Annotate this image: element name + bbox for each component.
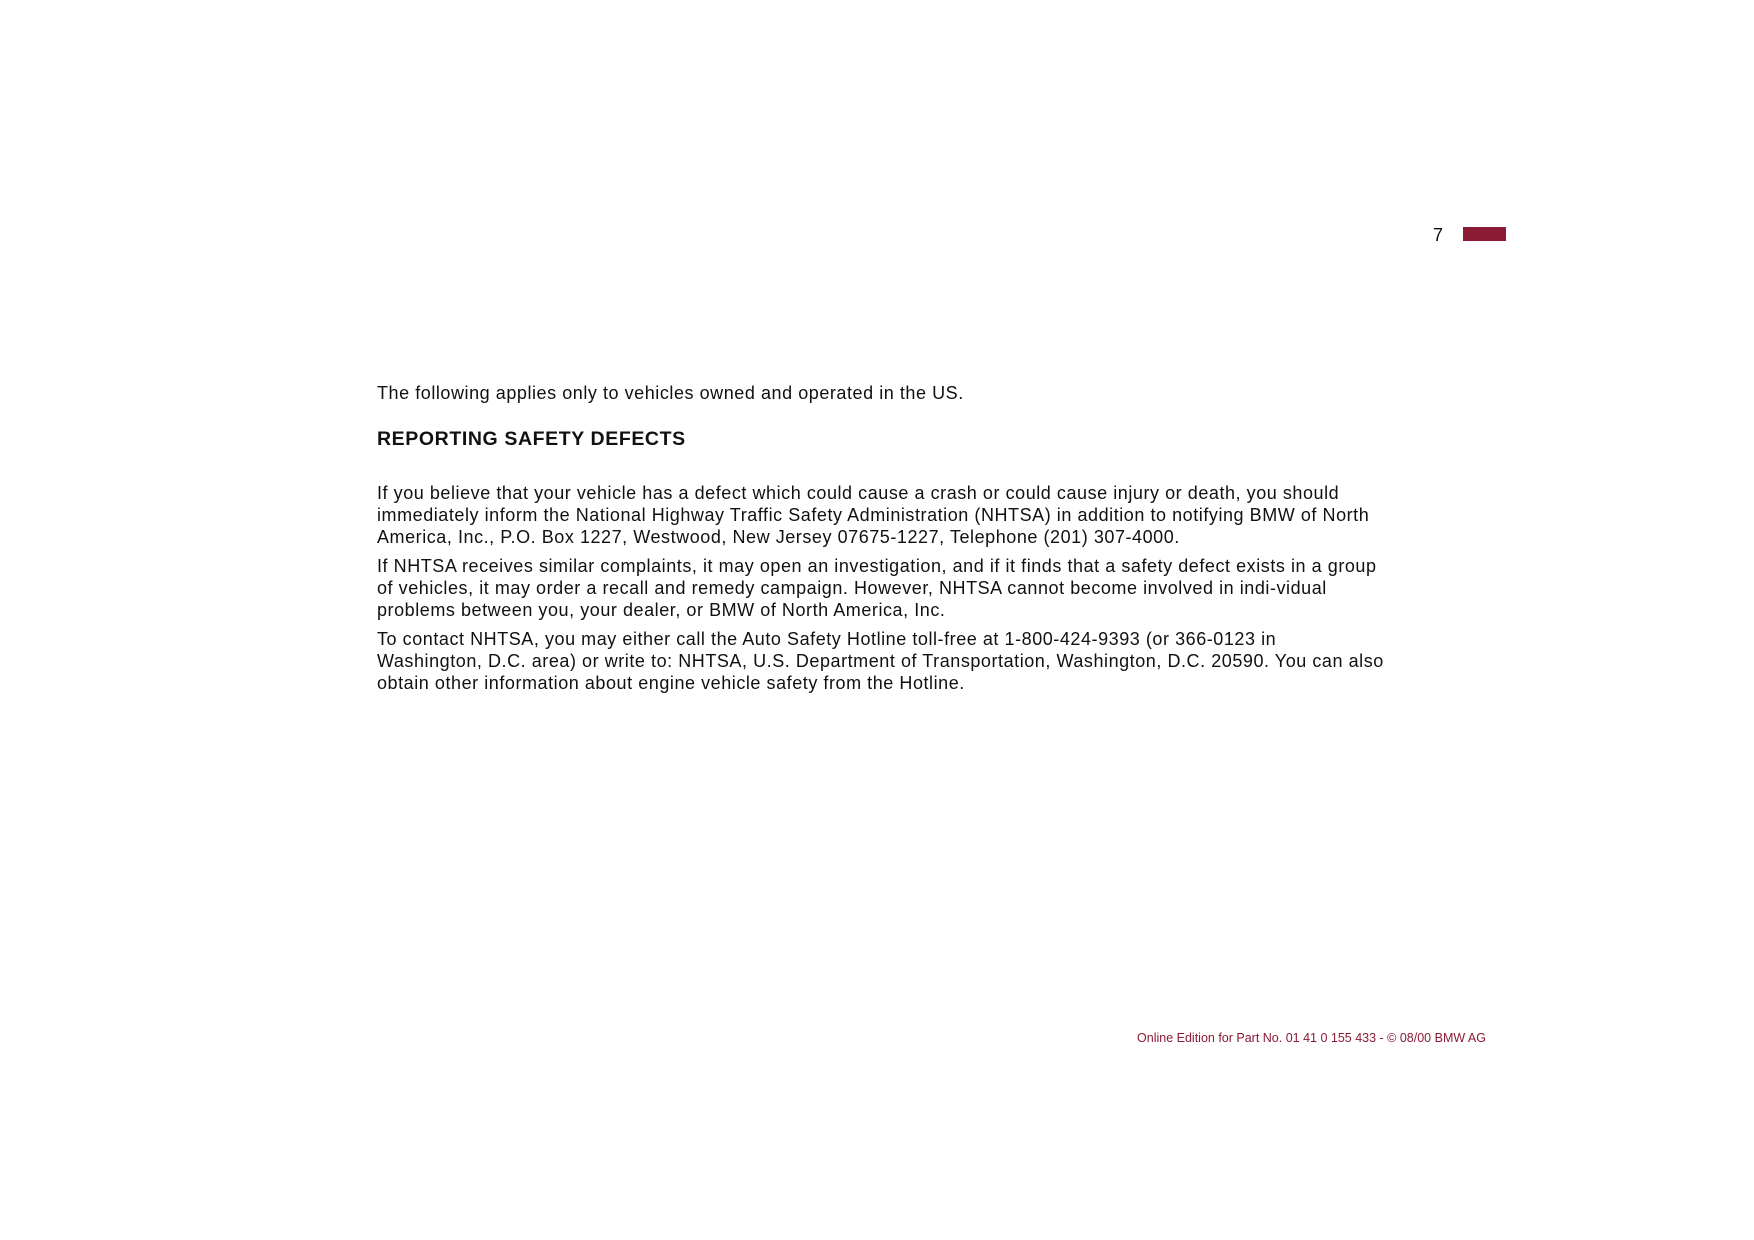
paragraph-report-defect: If you believe that your vehicle has a defect which could cause a crash or could cause injury or death, you should immediately inform the National Highway Traffic Safety Administration (NHTSA) in addition to notifying BMW of North America, Inc., P.O. Box 1227, Westwood, New Jersey 07675-1227, Telephone (201) 307-4000. — [377, 483, 1370, 547]
main-content — [377, 382, 1387, 694]
page-number: 7 — [1433, 225, 1444, 245]
section-heading: REPORTING SAFETY DEFECTS — [377, 428, 686, 450]
paragraph-investigation: If NHTSA receives similar complaints, it may open an investigation, and if it finds that a safety defect exists in a group of vehicles, it may order a recall and remedy campaign. However, NHTSA cannot become involved in indi-vidual problems between you, your dealer, or BMW of North America, Inc. — [377, 556, 1377, 620]
page-marker-bar — [1463, 227, 1506, 241]
paragraph-contact-nhtsa: To contact NHTSA, you may either call the Auto Safety Hotline toll-free at 1-800-424-9393 (or 366-0123 in Washington, D.C. area) or write to: NHTSA, U.S. Department of Transportation, Washington, D.C. 20590. You can also obtain other information about engine vehicle safety from the Hotline. — [377, 629, 1384, 693]
footer-edition-note: Online Edition for Part No. 01 41 0 155 433 - © 08/00 BMW AG — [1137, 1031, 1486, 1045]
intro-text: The following applies only to vehicles owned and operated in the US. — [377, 383, 964, 403]
